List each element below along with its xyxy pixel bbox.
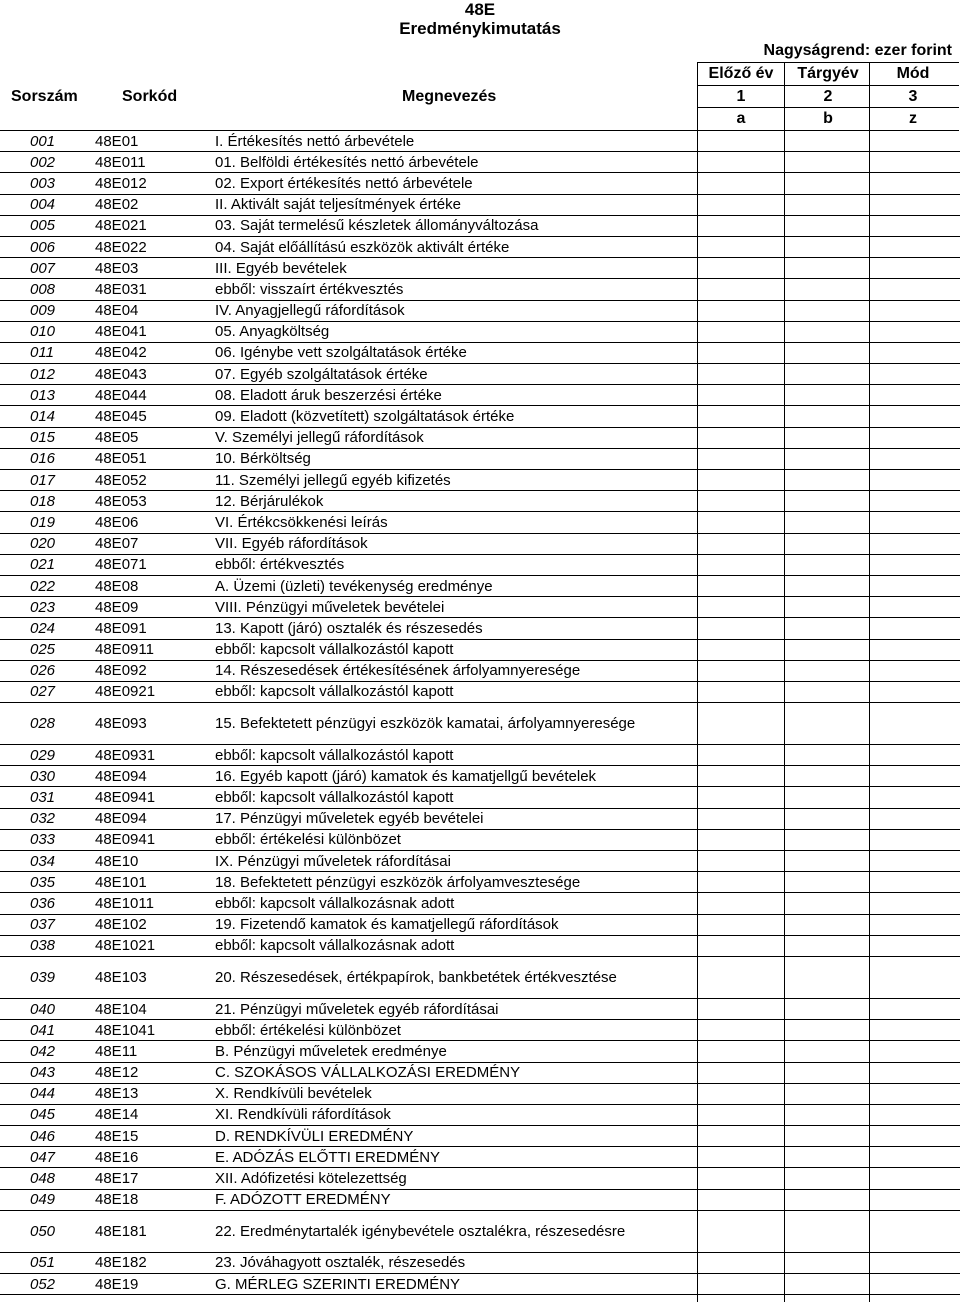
row-name: 06. Igénybe vett szolgáltatások értéke [215, 344, 467, 362]
row-number: 008 [30, 280, 56, 298]
row-number: 011 [30, 344, 54, 362]
row-name: IV. Anyagjellegű ráfordítások [215, 302, 405, 320]
row-name: 14. Részesedések értékesítésének árfolyamnyeresége [215, 662, 581, 680]
row-name: IX. Pénzügyi műveletek ráfordításai [215, 852, 451, 870]
row-name: ebből: értékvesztés [215, 556, 345, 574]
row-name: ebből: kapcsolt vállalkozástól kapott [215, 789, 454, 807]
row-code: 48E04 [95, 302, 139, 320]
row-name: ebből: kapcsolt vállalkozástól kapott [215, 683, 454, 701]
row-number: 014 [30, 408, 56, 426]
table-row [0, 555, 960, 576]
statement-table [0, 131, 960, 1295]
row-code: 48E08 [95, 577, 139, 595]
row-name: 23. Jóváhagyott osztalék, részesedés [215, 1254, 466, 1272]
table-row [0, 703, 960, 745]
row-name: I. Értékesítés nettó árbevétele [215, 132, 415, 150]
table-row [0, 343, 960, 364]
row-code: 48E03 [95, 259, 139, 277]
row-code: 48E043 [95, 365, 147, 383]
row-number: 034 [30, 852, 56, 870]
row-number: 004 [30, 196, 56, 214]
table-row [0, 449, 960, 470]
row-code: 48E045 [95, 408, 147, 426]
row-name: ebből: kapcsolt vállalkozástól kapott [215, 641, 454, 659]
table-row [0, 152, 960, 173]
table-row [0, 1063, 960, 1084]
row-name: 16. Egyéb kapott (járó) kamatok és kamatjellgű bevételek [215, 767, 597, 785]
row-number: 037 [30, 916, 56, 934]
row-name: 20. Részesedések, értékpapírok, bankbetétek értékvesztése [215, 968, 617, 986]
row-number: 016 [30, 450, 56, 468]
row-code: 48E17 [95, 1170, 139, 1188]
row-number: 050 [30, 1222, 56, 1240]
row-name: VIII. Pénzügyi műveletek bevételei [215, 598, 445, 616]
table-row [0, 322, 960, 343]
table-row [0, 216, 960, 237]
table-row [0, 1020, 960, 1041]
row-code: 48E071 [95, 556, 147, 574]
row-number: 041 [30, 1021, 56, 1039]
table-row [0, 364, 960, 385]
row-name: 19. Fizetendő kamatok és kamatjellegű ráfordítások [215, 916, 559, 934]
row-name: III. Egyéb bevételek [215, 259, 347, 277]
row-number: 009 [30, 302, 56, 320]
row-code: 48E053 [95, 492, 147, 510]
row-name: 09. Eladott (közvetített) szolgáltatások értéke [215, 408, 515, 426]
row-number: 044 [30, 1085, 56, 1103]
column-header-targyev: Tárgyév [797, 65, 859, 82]
column-letter: z [909, 110, 917, 127]
row-number: 010 [30, 323, 56, 341]
row-code: 48E10 [95, 852, 139, 870]
row-number: 035 [30, 873, 56, 891]
column-header-elozo-ev: Előző év [708, 65, 774, 82]
table-row [0, 1105, 960, 1126]
header-rule [697, 107, 959, 108]
table-row [0, 957, 960, 999]
table-row [0, 915, 960, 936]
row-number: 024 [30, 619, 56, 637]
table-row [0, 618, 960, 639]
row-number: 028 [30, 715, 56, 733]
row-number: 021 [30, 556, 56, 574]
row-code: 48E1041 [95, 1021, 156, 1039]
row-number: 019 [30, 513, 56, 531]
column-letter: b [823, 110, 833, 127]
table-row [0, 470, 960, 491]
row-code: 48E12 [95, 1064, 139, 1082]
row-code: 48E094 [95, 810, 147, 828]
row-number: 047 [30, 1148, 56, 1166]
row-code: 48E091 [95, 619, 147, 637]
unit-note: Nagyságrend: ezer forint [763, 42, 952, 59]
row-code: 48E041 [95, 323, 147, 341]
row-number: 026 [30, 662, 56, 680]
table-row [0, 872, 960, 893]
header-rule [697, 85, 959, 86]
row-number: 051 [30, 1254, 56, 1272]
row-number: 038 [30, 937, 56, 955]
page-title: Eredménykimutatás [399, 19, 561, 38]
row-number: 027 [30, 683, 56, 701]
row-number: 029 [30, 746, 56, 764]
table-row [0, 893, 960, 914]
row-code: 48E0941 [95, 831, 156, 849]
row-code: 48E1011 [95, 894, 154, 912]
row-number: 017 [30, 471, 56, 489]
row-number: 020 [30, 535, 56, 553]
row-code: 48E052 [95, 471, 147, 489]
row-name: 07. Egyéb szolgáltatások értéke [215, 365, 428, 383]
column-header-sorszam: Sorszám [11, 88, 78, 105]
row-code: 48E102 [95, 916, 147, 934]
table-row [0, 534, 960, 555]
row-name: VI. Értékcsökkenési leírás [215, 513, 388, 531]
row-name: B. Pénzügyi műveletek eredménye [215, 1042, 447, 1060]
row-code: 48E051 [95, 450, 147, 468]
table-row [0, 766, 960, 787]
row-code: 48E022 [95, 238, 147, 256]
row-code: 48E093 [95, 715, 147, 733]
table-row [0, 258, 960, 279]
row-name: X. Rendkívüli bevételek [215, 1085, 372, 1103]
row-name: II. Aktivált saját teljesítmények értéke [215, 196, 461, 214]
column-number: 3 [908, 88, 918, 105]
table-row [0, 640, 960, 661]
table-row [0, 830, 960, 851]
row-number: 036 [30, 894, 56, 912]
row-number: 032 [30, 810, 56, 828]
row-code: 48E0911 [95, 641, 154, 659]
row-number: 030 [30, 767, 56, 785]
table-row [0, 999, 960, 1020]
table-row [0, 406, 960, 427]
row-code: 48E012 [95, 174, 147, 192]
row-number: 039 [30, 968, 56, 986]
row-number: 006 [30, 238, 56, 256]
row-name: D. RENDKÍVÜLI EREDMÉNY [215, 1127, 414, 1145]
row-code: 48E011 [95, 153, 146, 171]
row-name: XII. Adófizetési kötelezettség [215, 1170, 407, 1188]
table-row [0, 851, 960, 872]
row-number: 015 [30, 429, 56, 447]
row-number: 007 [30, 259, 56, 277]
table-row [0, 809, 960, 830]
column-letter: a [736, 110, 746, 127]
row-name: 12. Bérjárulékok [215, 492, 324, 510]
row-name: E. ADÓZÁS ELŐTTI EREDMÉNY [215, 1148, 441, 1166]
row-name: F. ADÓZOTT EREDMÉNY [215, 1191, 391, 1209]
form-code: 48E [464, 0, 496, 19]
row-code: 48E01 [95, 132, 139, 150]
row-name: XI. Rendkívüli ráfordítások [215, 1106, 391, 1124]
row-name: 13. Kapott (járó) osztalék és részesedés [215, 619, 483, 637]
row-number: 013 [30, 386, 56, 404]
table-row [0, 1274, 960, 1295]
table-row [0, 1041, 960, 1062]
row-number: 023 [30, 598, 56, 616]
column-number: 2 [823, 88, 833, 105]
row-number: 033 [30, 831, 56, 849]
row-code: 48E104 [95, 1000, 147, 1018]
row-name: 18. Befektetett pénzügyi eszközök árfolyamvesztesége [215, 873, 581, 891]
table-row [0, 512, 960, 533]
row-number: 042 [30, 1042, 56, 1060]
row-number: 048 [30, 1170, 56, 1188]
row-number: 045 [30, 1106, 56, 1124]
row-name: V. Személyi jellegű ráfordítások [215, 429, 424, 447]
table-row [0, 428, 960, 449]
row-number: 003 [30, 174, 56, 192]
row-code: 48E11 [95, 1042, 138, 1060]
row-code: 48E0931 [95, 746, 156, 764]
table-row [0, 1211, 960, 1253]
row-number: 022 [30, 577, 56, 595]
row-code: 48E182 [95, 1254, 147, 1272]
row-code: 48E09 [95, 598, 139, 616]
row-code: 48E181 [95, 1222, 147, 1240]
table-row [0, 1190, 960, 1211]
row-name: ebből: visszaírt értékvesztés [215, 280, 404, 298]
row-name: ebből: kapcsolt vállalkozásnak adott [215, 937, 455, 955]
row-number: 052 [30, 1275, 56, 1293]
row-code: 48E07 [95, 535, 139, 553]
table-row [0, 301, 960, 322]
table-row [0, 661, 960, 682]
row-number: 018 [30, 492, 56, 510]
row-code: 48E18 [95, 1191, 139, 1209]
row-code: 48E0941 [95, 789, 156, 807]
row-name: 08. Eladott áruk beszerzési értéke [215, 386, 442, 404]
row-name: A. Üzemi (üzleti) tevékenység eredménye [215, 577, 493, 595]
row-number: 001 [30, 132, 56, 150]
row-name: 02. Export értékesítés nettó árbevétele [215, 174, 473, 192]
table-row [0, 279, 960, 300]
table-row [0, 787, 960, 808]
table-row [0, 1147, 960, 1168]
row-code: 48E15 [95, 1127, 139, 1145]
row-code: 48E103 [95, 968, 147, 986]
row-code: 48E14 [95, 1106, 139, 1124]
table-row [0, 745, 960, 766]
row-number: 002 [30, 153, 56, 171]
row-number: 040 [30, 1000, 56, 1018]
row-code: 48E101 [95, 873, 147, 891]
row-name: 04. Saját előállítású eszközök aktivált értéke [215, 238, 510, 256]
table-row [0, 936, 960, 957]
table-row [0, 1168, 960, 1189]
row-number: 012 [30, 365, 56, 383]
row-name: ebből: értékelési különbözet [215, 1021, 401, 1039]
row-name: 10. Bérköltség [215, 450, 311, 468]
table-row [0, 385, 960, 406]
row-name: ebből: kapcsolt vállalkozástól kapott [215, 746, 454, 764]
table-row [0, 491, 960, 512]
column-header-sorkod: Sorkód [122, 88, 178, 105]
row-code: 48E021 [95, 217, 147, 235]
column-number: 1 [736, 88, 746, 105]
row-name: 17. Pénzügyi műveletek egyéb bevételei [215, 810, 484, 828]
row-number: 031 [30, 789, 56, 807]
row-number: 049 [30, 1191, 56, 1209]
row-code: 48E031 [95, 280, 147, 298]
row-name: 05. Anyagköltség [215, 323, 330, 341]
row-name: 15. Befektetett pénzügyi eszközök kamatai, árfolyamnyeresége [215, 715, 636, 733]
row-number: 046 [30, 1127, 56, 1145]
row-name: G. MÉRLEG SZERINTI EREDMÉNY [215, 1275, 461, 1293]
table-row [0, 1084, 960, 1105]
table-row [0, 682, 960, 703]
row-name: 03. Saját termelésű készletek állományváltozása [215, 217, 539, 235]
table-row [0, 131, 960, 152]
row-number: 025 [30, 641, 56, 659]
row-number: 043 [30, 1064, 56, 1082]
row-code: 48E094 [95, 767, 147, 785]
row-code: 48E16 [95, 1148, 139, 1166]
table-row [0, 173, 960, 194]
column-header-mod: Mód [896, 65, 930, 82]
row-code: 48E19 [95, 1275, 139, 1293]
row-code: 48E092 [95, 662, 147, 680]
row-code: 48E02 [95, 196, 139, 214]
row-name: ebből: kapcsolt vállalkozásnak adott [215, 894, 455, 912]
row-code: 48E06 [95, 513, 139, 531]
row-name: ebből: értékelési különbözet [215, 831, 401, 849]
header-rule [697, 62, 959, 63]
row-name: C. SZOKÁSOS VÁLLALKOZÁSI EREDMÉNY [215, 1064, 521, 1082]
row-name: VII. Egyéb ráfordítások [215, 535, 368, 553]
table-row [0, 195, 960, 216]
table-row [0, 576, 960, 597]
column-header-megnevezes: Megnevezés [402, 88, 497, 105]
row-code: 48E042 [95, 344, 147, 362]
table-row [0, 597, 960, 618]
row-name: 01. Belföldi értékesítés nettó árbevétele [215, 153, 479, 171]
row-code: 48E05 [95, 429, 139, 447]
row-code: 48E1021 [95, 937, 156, 955]
row-code: 48E0921 [95, 683, 156, 701]
row-name: 11. Személyi jellegű egyéb kifizetés [215, 471, 451, 489]
row-code: 48E044 [95, 386, 147, 404]
row-code: 48E13 [95, 1085, 139, 1103]
row-number: 005 [30, 217, 56, 235]
table-row [0, 1126, 960, 1147]
row-name: 22. Eredménytartalék igénybevétele osztalékra, részesedésre [215, 1222, 626, 1240]
row-name: 21. Pénzügyi műveletek egyéb ráfordításai [215, 1000, 499, 1018]
table-row [0, 1253, 960, 1274]
table-row [0, 237, 960, 258]
